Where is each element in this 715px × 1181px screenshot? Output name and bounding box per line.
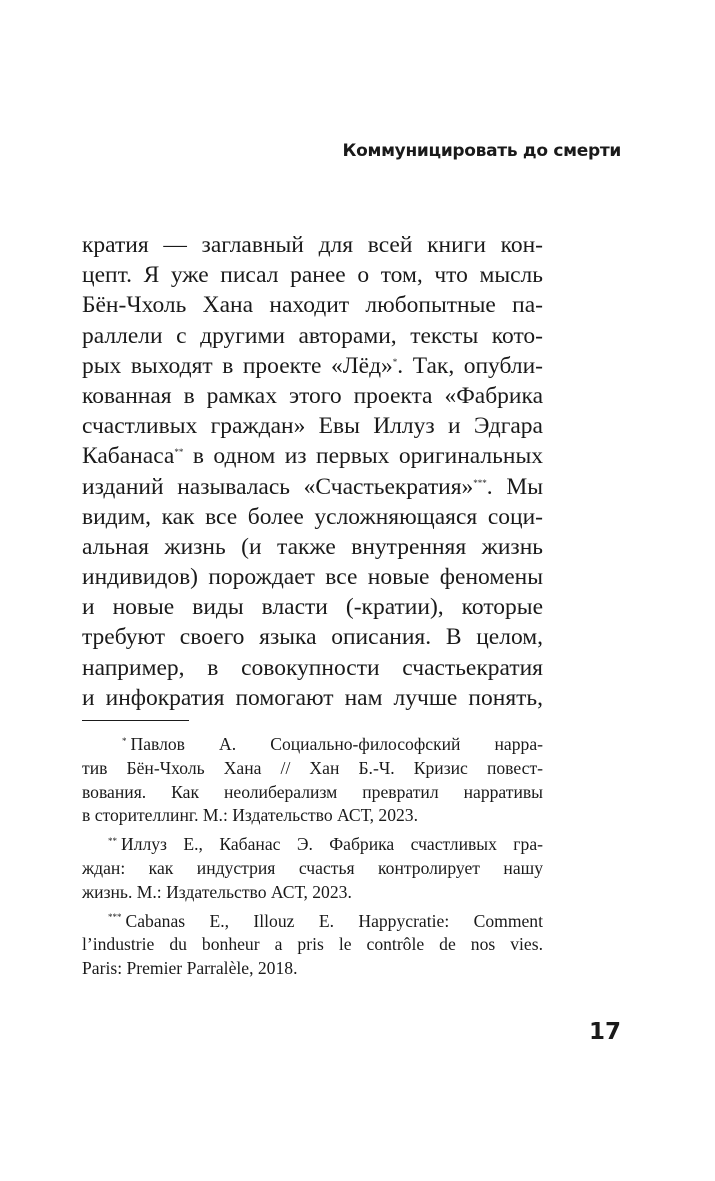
body-line: рых выходят в проекте «Лёд»*. Так, опубли- [82, 352, 543, 379]
footnote-separator [82, 720, 189, 721]
body-line: кованная в рамках этого проекта «Фабрика [82, 382, 543, 409]
body-line: раллели с другими авторами, тексты кото- [82, 322, 543, 349]
footnote-line: Paris: Premier Parralèle, 2018. [82, 958, 298, 979]
body-line: например, в совокупности счастьекратия [82, 654, 543, 681]
body-line: цепт. Я уже писал ранее о том, что мысль [82, 262, 543, 289]
body-text [82, 230, 543, 713]
body-line: альная жизнь (и также внутренняя жизнь [82, 533, 543, 560]
footnote-line: жизнь. М.: Издательство АСТ, 2023. [82, 881, 352, 902]
footnote-line: *** Cabanas E., Illouz E. Happycratie: Comment [108, 910, 543, 931]
footnote-line: тив Бён-Чхоль Хана // Хан Б.-Ч. Кризис повест- [82, 757, 543, 778]
body-line: Бён-Чхоль Хана находит любопытные па- [82, 292, 543, 319]
body-line: Кабанаса** в одном из первых оригинальных [82, 443, 543, 470]
body-line: видим, как все более усложняющаяся соци- [82, 503, 543, 530]
footnote-marker: *** [473, 477, 487, 488]
body-line: индивидов) порождает все новые феномены [82, 564, 543, 591]
footnote-line: * Павлов А. Социально-философский нарра- [122, 734, 543, 754]
body-line: и новые виды власти (-кратии), которые [82, 594, 543, 621]
footnote-line: ** Иллуз Е., Кабанас Э. Фабрика счастливых гра- [108, 834, 543, 855]
body-line: счастливых граждан» Евы Иллуз и Эдгара [82, 413, 543, 440]
footnote-line: вования. Как неолиберализм превратил нарративы [82, 781, 543, 802]
footnote-line: l’industrie du bonheur a pris le contrôle de nos vies. [82, 934, 543, 955]
footnote-marker: *** [108, 912, 122, 923]
body-line: и инфократия помогают нам лучше понять, [82, 684, 543, 711]
page-number: 17 [588, 1019, 621, 1045]
footnote-marker: * [392, 356, 398, 367]
footnote-line: ждан: как индустрия счастья контролирует нашу [82, 857, 543, 878]
body-line: требуют своего языка описания. В целом, [82, 624, 543, 651]
footnote-marker: * [122, 735, 127, 746]
footnote-marker: ** [174, 447, 184, 458]
body-line: изданий называлась «Счастьекратия»***. Мы [82, 473, 543, 500]
running-head-title: Коммуницировать до смерти [342, 141, 621, 161]
footnotes [82, 733, 543, 981]
body-line: кратия — заглавный для всей книги кон- [82, 232, 543, 258]
footnote-line: в сторителлинг. М.: Издательство АСТ, 2023. [82, 805, 418, 826]
footnote-marker: ** [108, 835, 117, 846]
